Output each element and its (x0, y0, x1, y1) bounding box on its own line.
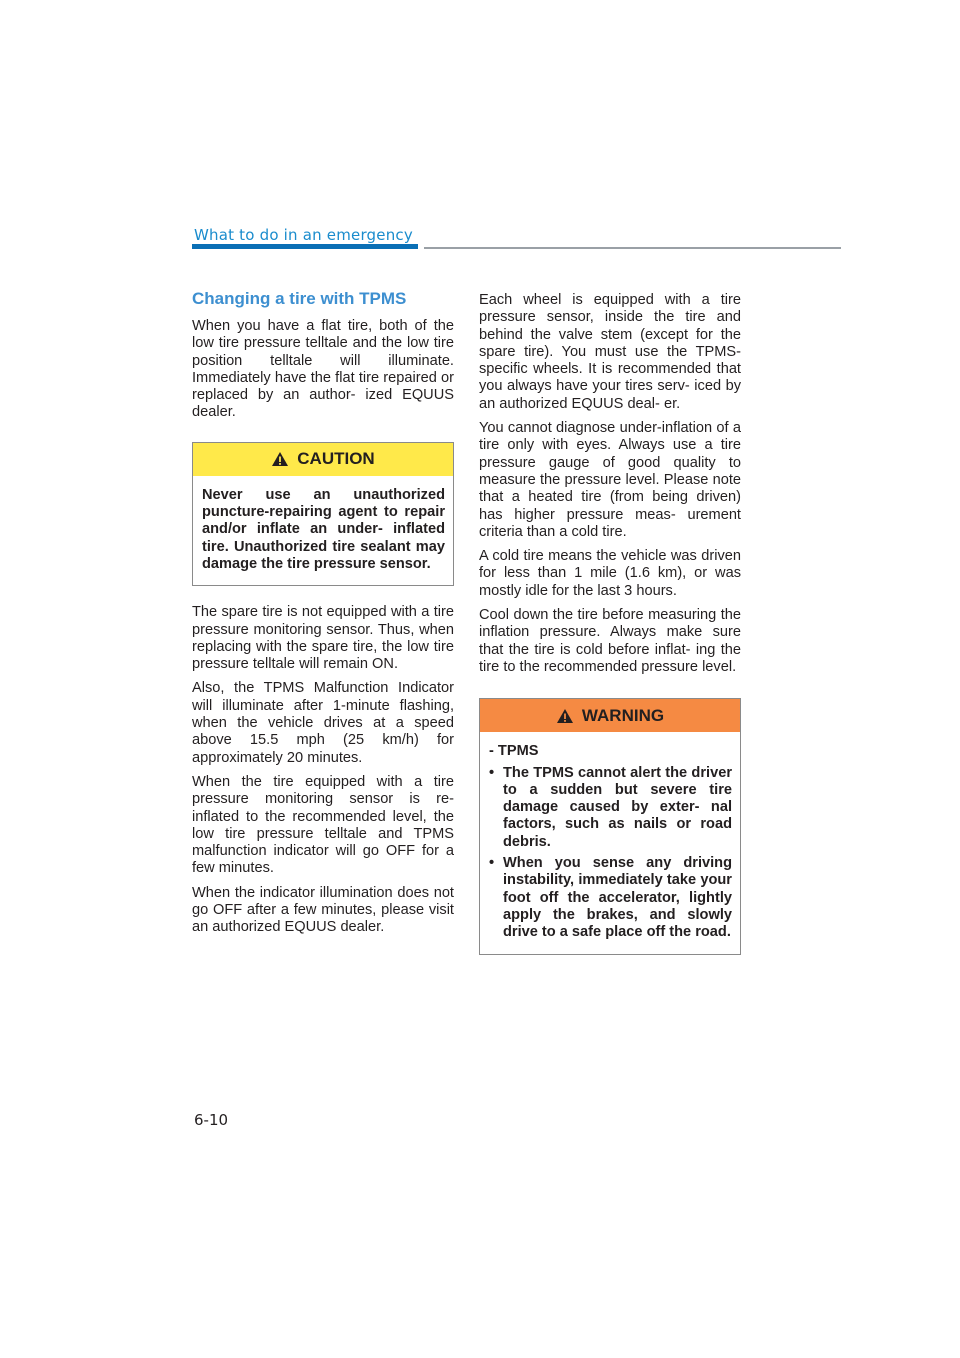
header-rule-thin (424, 247, 841, 249)
warning-bullet-text: The TPMS cannot alert the driver to a sudden but severe tire damage caused by exter- nal factors, such as nails or road debris. (503, 764, 732, 850)
paragraph: Each wheel is equipped with a tire pressure sensor, inside the tire and behind the valve stem (except for the spare tire). You must use the TPMS- specific wheels. It is recommended that you always have your tires serv- iced by an authorized EQUUS deal- er. (479, 292, 741, 412)
bullet-dot-icon: • (489, 764, 495, 781)
left-column (192, 288, 454, 944)
paragraph: Cool down the tire before measuring the inflation pressure. Always make sure that the tire is cold before inflat- ing the tire to the recommended pressure level. (479, 607, 741, 675)
caution-header (193, 443, 453, 476)
paragraph: You cannot diagnose under-inflation of a tire only with eyes. Always use a tire pressure gauge of good quality to measure the pressure level. Please note that a heated tire (from being driven) has higher pressure meas- urement criteria than a cold tire. (479, 420, 741, 540)
warning-box (479, 698, 741, 954)
caution-box (192, 442, 454, 586)
page-number: 6-10 (194, 1111, 229, 1129)
caution-label: CAUTION (297, 449, 375, 469)
section-header-title: What to do in an emergency (194, 226, 413, 244)
right-column (479, 292, 741, 955)
warning-bullet (489, 765, 732, 851)
warning-label: WARNING (581, 705, 665, 725)
paragraph: A cold tire means the vehicle was driven for less than 1 mile (1.6 km), or was mostly idle for the last 3 hours. (479, 548, 741, 599)
warning-subtitle: - TPMS (489, 743, 539, 760)
section-heading: Changing a tire with TPMS (192, 289, 407, 308)
warning-header (480, 699, 740, 732)
paragraph: Also, the TPMS Malfunction Indicator will illuminate after 1-minute flashing, when the vehicle drives at a speed above 15.5 mph (25 km/h) for approximately 20 minutes. (192, 680, 454, 766)
warning-bullet (489, 855, 732, 941)
caution-text: Never use an unauthorized puncture-repairing agent to repair and/or inflate an under- inflated tire. Unauthorized tire sealant may damage the tire pressure sensor. (202, 486, 445, 572)
paragraph: When the tire equipped with a tire pressure monitoring sensor is re- inflated to the recommended level, the low tire pressure telltale and TPMS malfunction indicator will go OFF for a few minutes. (192, 773, 454, 877)
header-rule-thick (192, 244, 418, 249)
paragraph: The spare tire is not equipped with a tire pressure monitoring sensor. Thus, when replacing with the spare tire, the low tire pressure telltale will remain ON. (192, 604, 454, 673)
bullet-dot-icon: • (489, 855, 495, 872)
paragraph: When the indicator illumination does not go OFF after a few minutes, please visit an authorized EQUUS dealer. (192, 884, 454, 936)
warning-triangle-icon (271, 451, 289, 467)
warning-bullet-text: When you sense any driving instability, immediately take your foot off the accelerator, lightly apply the brakes, and slowly drive to a safe place off the road. (503, 855, 732, 941)
paragraph: When you have a flat tire, both of the low tire pressure telltale and the low tire position telltale will illuminate. Immediately have the flat tire repaired or replaced by an author- ized EQUUS dealer. (192, 318, 454, 421)
warning-triangle-icon (556, 708, 574, 724)
warning-body (480, 732, 740, 953)
